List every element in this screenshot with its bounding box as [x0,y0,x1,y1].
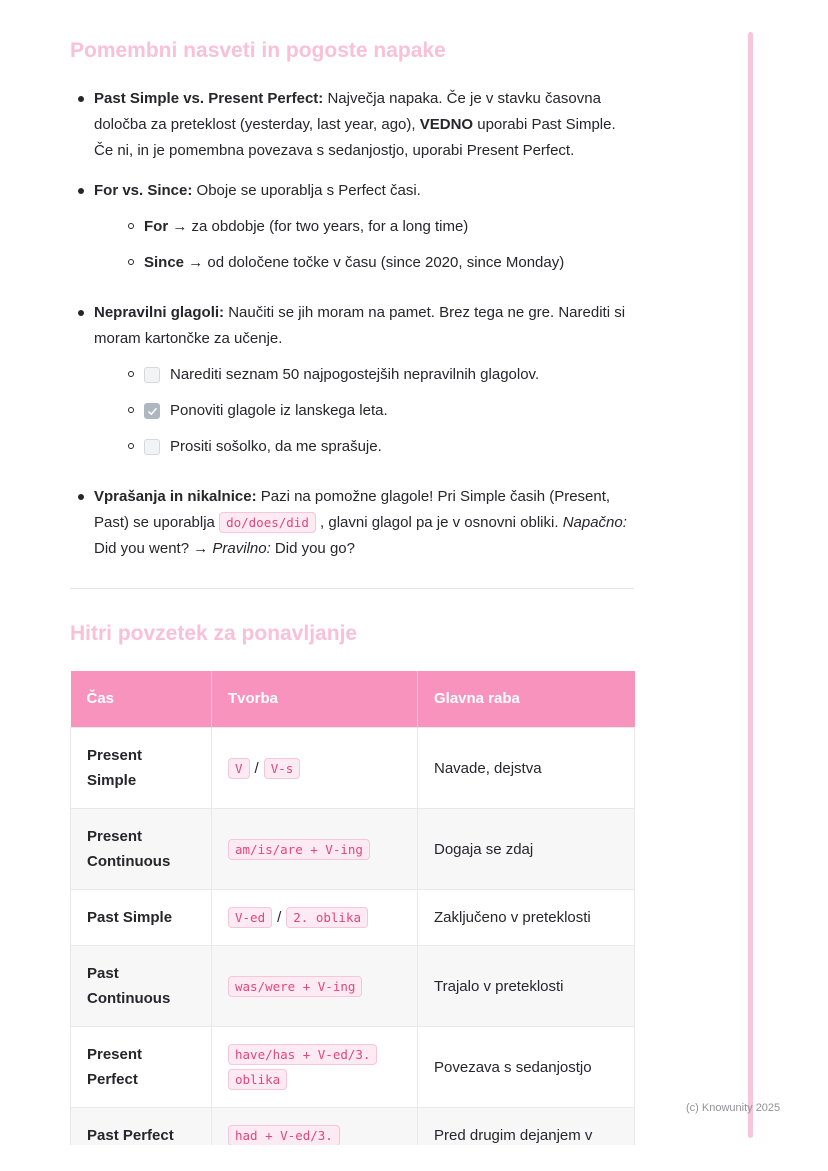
tense-form [212,728,418,809]
tense-usage: Navade, dejstva [418,728,635,809]
list-item-text [94,86,634,164]
list-item-for-vs-since [70,178,634,286]
bullet-icon [78,494,84,500]
section-divider [70,588,634,589]
list-item-text [94,300,634,470]
table-row [71,1027,635,1108]
italic-label: Pravilno: [212,540,271,557]
bullet-icon [78,96,84,102]
circle-bullet-icon [128,371,134,377]
body-text: , glavni glagol pa je v osnovni obliki. [315,514,563,531]
tense-name: Present Simple [71,728,212,809]
table-row [71,809,635,890]
column-header-tvorba: Tvorba [212,671,418,728]
body-text: uporabi Past Simple. Če ni, in je pomembna povezava s sedanjostjo, uporabi Present Perfect. [94,116,616,159]
table-row [71,890,635,946]
summary-table [70,671,635,1145]
section-title-tips: Pomembni nasveti in pogoste napake [70,39,446,62]
todo-label: Prositi sošolko, da me sprašuje. [170,438,382,455]
list-item-text [94,484,634,562]
lead-in-bold: For vs. Since: [94,182,193,199]
table-row [71,1108,635,1146]
separator: / [277,909,282,926]
tense-form [212,946,418,1027]
checkbox[interactable] [144,367,160,383]
lead-in-bold: For [144,218,169,235]
code-chip: 2. oblika [286,907,368,928]
todo-list [120,362,634,460]
circle-bullet-icon [128,407,134,413]
body-text: Did you went? → [94,540,213,557]
tense-form [212,1027,418,1108]
checkbox[interactable] [144,439,160,455]
body-text: → od določene točke v času (since 2020, since Monday) [184,254,565,271]
sub-list-item-for [120,214,634,240]
tense-name: Past Perfect [71,1108,212,1146]
todo-item [120,434,634,460]
italic-label: Napačno: [562,514,627,531]
section-title-summary: Hitri povzetek za ponavljanje [70,622,358,645]
checkbox[interactable] [144,403,160,419]
todo-label: Ponoviti glagole iz lanskega leta. [170,402,388,419]
list-item-questions-negations [70,484,634,562]
document-content [70,0,634,1145]
code-chip: had + V-ed/3. [228,1125,340,1145]
code-chip: V-ed [228,907,272,928]
tense-name: Present Continuous [71,809,212,890]
list-item-past-vs-perfect [70,86,634,164]
table-row [71,946,635,1027]
circle-bullet-icon [128,259,134,265]
inline-code-chip: do/does/did [219,512,316,533]
lead-in-bold: Vprašanja in nikalnice: [94,488,257,505]
bullet-icon [78,310,84,316]
body-text: Pazi na pomožne glagole! Pri Simple časih (Present, Past) se uporablja [94,488,611,531]
tense-name: Past Simple [71,890,212,946]
code-chip: V-s [264,758,301,779]
code-chip: was/were + V-ing [228,976,362,997]
tense-form [212,1108,418,1146]
tense-usage: Pred drugim dejanjem v [418,1108,635,1146]
code-chip: am/is/are + V-ing [228,839,370,860]
code-chip: have/has + V-ed/3. oblika [228,1044,377,1090]
tense-usage: Dogaja se zdaj [418,809,635,890]
tense-name: Past Continuous [71,946,212,1027]
body-text: Oboje se uporablja s Perfect časi. [192,182,421,199]
body-text: → za obdobje (for two years, for a long time) [168,218,469,235]
tense-name: Present Perfect [71,1027,212,1108]
circle-bullet-icon [128,223,134,229]
tense-usage: Trajalo v preteklosti [418,946,635,1027]
lead-in-bold: Nepravilni glagoli: [94,304,225,321]
code-chip: V [228,758,250,779]
lead-in-bold: Since [144,254,185,271]
table-row [71,728,635,809]
body-text: Did you go? [270,540,355,557]
tense-form [212,890,418,946]
body-text: Največja napaka. Če je v stavku časovna določba za preteklost (yesterday, last year, ago), [94,90,601,133]
list-item-text [94,178,634,286]
page-edge-accent [748,32,753,1138]
separator: / [254,759,259,777]
tense-usage: Povezava s sedanjostjo [418,1027,635,1108]
tense-usage: Zaključeno v preteklosti [418,890,635,946]
column-header-glavna-raba: Glavna raba [418,671,635,728]
todo-item [120,362,634,388]
tense-form [212,809,418,890]
check-icon [147,406,158,417]
table-header-row [71,671,635,728]
bullet-icon [78,188,84,194]
column-header-cas: Čas [71,671,212,728]
sub-list [120,214,634,276]
todo-label: Narediti seznam 50 najpogostejših nepravilnih glagolov. [170,366,540,383]
body-text: Naučiti se jih moram na pamet. Brez tega ne gre. Narediti si moram kartončke za učenje. [94,304,626,347]
watermark: (c) Knowunity 2025 [686,1102,781,1114]
circle-bullet-icon [128,443,134,449]
list-item-irregular-verbs [70,300,634,470]
lead-in-bold: Past Simple vs. Present Perfect: [94,90,324,107]
sub-list-item-since [120,250,634,276]
emphasis-bold: VEDNO [419,116,474,133]
todo-item [120,398,634,424]
